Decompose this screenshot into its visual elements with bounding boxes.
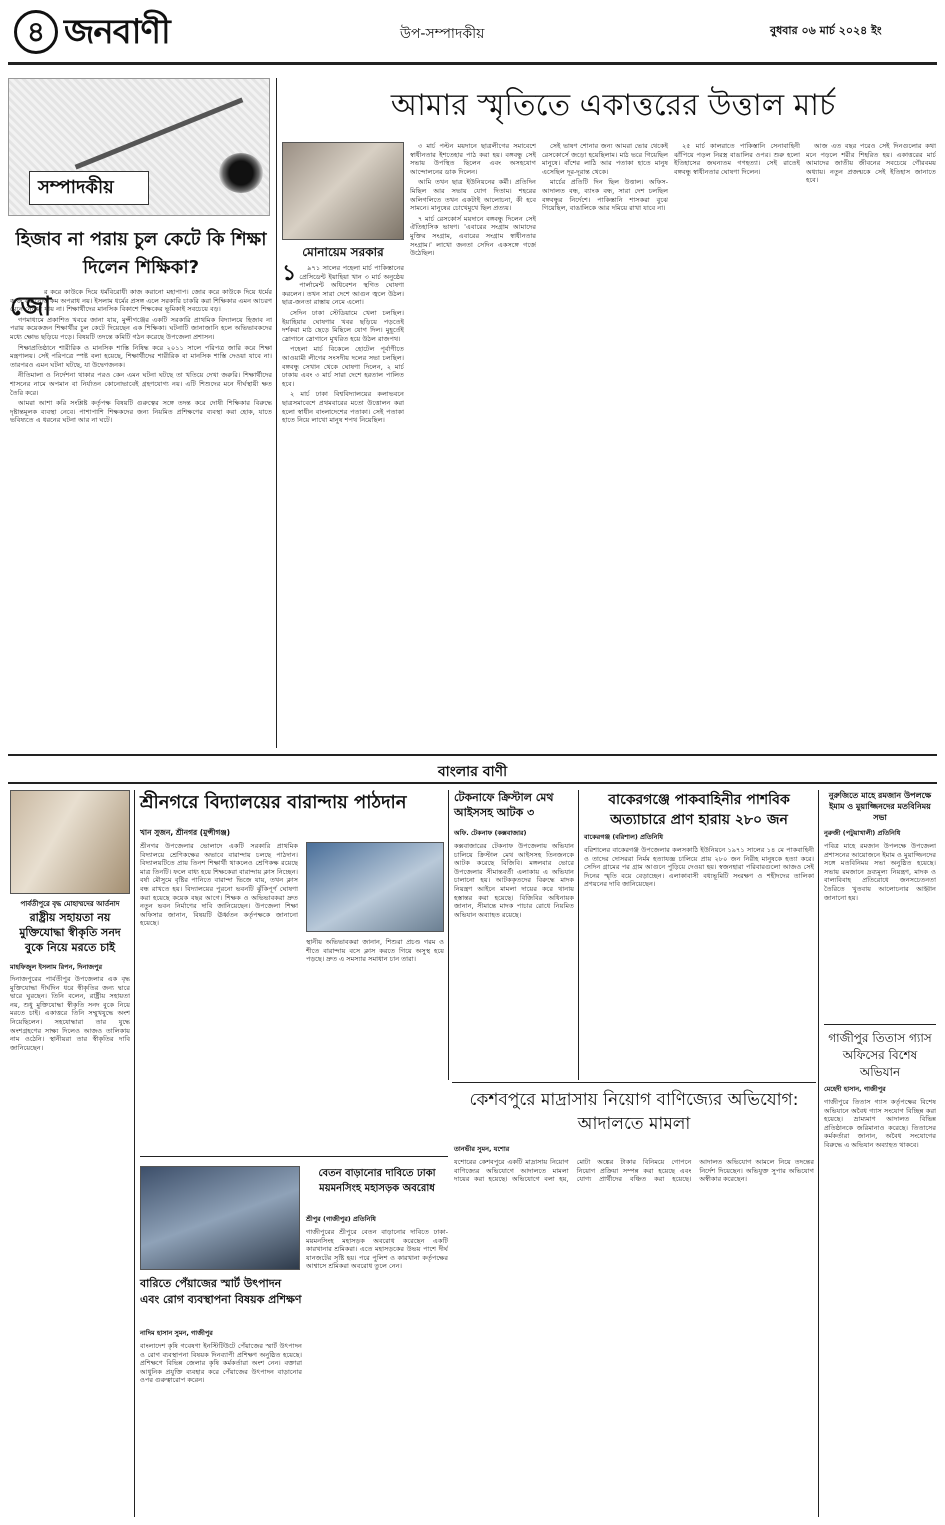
column-divider [276,78,277,748]
column-paragraph: ৩ মার্চ পল্টন ময়দানে ছাত্রলীগের সমাবেশে স্বাধীনতার ইশতেহার পাঠ করা হয়। বঙ্গবন্ধু সেই সভায় উপস্থিত ছিলেন এবং অসহযোগ আন্দোলনের ডাক দিলেন। [410,142,536,176]
news-byline: নাদিম হাসান সুমন, গাজীপুর [140,1329,213,1337]
column-paragraph: আজ এত বছর পরেও সেই দিনগুলোর কথা মনে পড়লে শরীর শিহরিত হয়। একাত্তরের মার্চ আমাদের জাতীয় জীবনের সবচেয়ে গৌরবময় অধ্যায়। নতুন প্রজন্মকে সেই ইতিহাস জানাতে হবে। [806,142,936,185]
news-body: পবিত্র মাহে রমজান উপলক্ষে উপজেলা প্রশাসনের আয়োজনে ইমাম ও মুয়াজ্জিনদের সঙ্গে মতবিনিময় সভা অনুষ্ঠিত হয়েছে। সভায় রমজানে দ্রব্যমূল্য নিয়ন্ত্রণ, মাদক ও বাল্যবিবাহ প্রতিরোধে জনসচেতনতা তৈরিতে খুতবায় আলোচনার আহ্বান জানানো হয়। [824,842,936,902]
column-body-col2 [410,142,536,742]
news-byline: বাকেরগঞ্জ (বরিশাল) প্রতিনিধি [584,833,663,841]
masthead-rule [8,62,937,65]
editorial-dropcap: জো [10,292,52,322]
news-byline: তানভীর সুমন, যশোর [454,1145,510,1153]
training-photo [140,1166,300,1270]
column-body-col1 [282,264,404,744]
editorial-illustration [8,78,270,216]
column-paragraph: সেই ভাষণ শোনার জন্য আমরা ভোর থেকেই রেসকোর্সে জড়ো হয়েছিলাম। মাঠ ভরে গিয়েছিল মানুষে। বাঁশের লাঠি আর পতাকা হাতে মানুষ এসেছিল দূর-দূরান্ত থেকে। [542,142,668,176]
section-bar-title: বাংলার বাণী [437,764,508,780]
news-title: বেতন বাড়ানোর দাবিতে ঢাকা ময়মনসিংহ মহাসড়ক অবরোধ [318,1168,436,1194]
section-rule-bottom [8,782,937,784]
news-byline: অফি. টেকনাফ (কক্সবাজার) [454,829,527,837]
editorial-label-box [29,171,149,205]
editorial-paragraph: শিক্ষাপ্রতিষ্ঠানে শারীরিক ও মানসিক শাস্তি নিষিদ্ধ করে ২০১১ সালে পরিপত্র জারি করে শিক্ষা মন্ত্রণালয়। সেই পরিপত্রে স্পষ্ট বলা হয়েছে, শিক্ষার্থীদের শারীরিক বা মানসিক শাস্তি দেওয়া যাবে না। তারপরও এমন ঘটনা ঘটছে, যা উদ্বেগজনক। [10,343,272,369]
news-title: রাষ্ট্রীয় সহায়তা নয় মুক্তিযোদ্ধা স্বীকৃতি সনদ বুকে নিয়ে মরতে চাই [19,911,121,954]
editorial-paragraph: আমরা আশা করি সংশ্লিষ্ট কর্তৃপক্ষ বিষয়টি গুরুত্বের সঙ্গে তদন্ত করে দোষী শিক্ষিকার বিরুদ্ধে দৃষ্টান্তমূলক ব্যবস্থা নেবে। পাশাপাশি শিক্ষকদের জন্য নিয়মিত প্রশিক্ষণের ব্যবস্থা করা হোক, যাতে ভবিষ্যতে এ ধরনের ঘটনা আর না ঘটে। [10,399,272,425]
lower-divider-2 [448,790,449,1080]
news-title: টেকনাফে ক্রিস্টাল মেথ আইসসহ আটক ৩ [454,791,554,819]
column-paragraph: ২ মার্চ ঢাকা বিশ্ববিদ্যালয়ের কলাভবনে ছাত্রসমাবেশে প্রথমবারের মতো উত্তোলন করা হলো স্বাধীন বাংলাদেশের পতাকা। সেই পতাকা হাতে নিয়ে লাখো মানুষ শপথ নিয়েছিল। [282,390,404,425]
news-body: দিনাজপুরের পার্বতীপুর উপজেলার এক বৃদ্ধ মুক্তিযোদ্ধা দীর্ঘদিন ধরে স্বীকৃতির জন্য দ্বারে দ্বারে ঘুরছেন। তিনি বলেন, রাষ্ট্রীয় সহায়তা নয়, শুধু মুক্তিযোদ্ধা স্বীকৃতি সনদ বুকে নিয়ে মরতে চাই। একাত্তরে তিনি সম্মুখযুদ্ধে অংশ নিয়েছিলেন। সহযোদ্ধারা তার যুদ্ধে অংশগ্রহণের সাক্ষ্য দিলেও আজও তালিকায় নাম ওঠেনি। স্থানীয়রা তার স্বীকৃতির দাবি জানিয়েছেন। [10,975,130,1052]
news-body: বরিশালের বাকেরগঞ্জ উপজেলার কলসকাঠি ইউনিয়নে ১৯৭১ সালের ১৪ মে পাকবাহিনী ও তাদের দোসররা নির্মম হত্যাযজ্ঞ চালিয়ে প্রায় ২৮০ জন নিরীহ মানুষকে হত্যা করে। সেদিন গ্রামের পর গ্রাম আগুনে পুড়িয়ে দেওয়া হয়। স্বজনহারা পরিবারগুলো আজও সেই দিনের স্মৃতি বয়ে বেড়াচ্ছেন। এলাকাবাসী বধ্যভূমিটি সংরক্ষণ ও শহীদদের তালিকা প্রণয়নের দাবি জানিয়েছেন। [584,846,814,889]
news-title: গাজীপুর তিতাস গ্যাস অফিসের বিশেষ অভিযান [828,1031,932,1079]
editorial-label: সম্পাদকীয় [38,177,114,198]
editorial-paragraph: গণমাধ্যমে প্রকাশিত খবরে জানা যায়, মুন্সীগঞ্জের একটি সরকারি প্রাথমিক বিদ্যালয়ে হিজাব না পরায় কয়েকজন শিক্ষার্থীর চুল কেটে দিয়েছেন এক শিক্ষিকা। ঘটনাটি জানাজানি হলে অভিভাবকদের মধ্যে ক্ষোভ ছড়িয়ে পড়ে। বিষয়টি তদন্তে কমিটি গঠন করেছে উপজেলা প্রশাসন। [10,315,272,341]
page-number-text: ৪ [26,15,46,48]
keshabpur-rule [452,1082,816,1083]
mid-rule [140,1156,448,1157]
news-title: শ্রীনগরে বিদ্যালয়ের বারান্দায় পাঠদান [140,792,407,813]
lower-divider-1 [134,790,135,1517]
news-title: বাকেরগঞ্জে পাকবাহিনীর পাশবিক অত্যাচারে প্রাণ হারায় ২৮০ জন [608,792,790,828]
classroom-photo [306,842,444,932]
news-body: যশোরের কেশবপুরে একটি মাদ্রাসায় নিয়োগ বাণিজ্যের অভিযোগে আদালতে মামলা দায়ের করা হয়েছে। অভিযোগে বলা হয়, মোটা অঙ্কের টাকার বিনিময়ে গোপনে নিয়োগ প্রক্রিয়া সম্পন্ন করা হয়েছে এবং যোগ্য প্রার্থীদের বঞ্চিত করা হয়েছে। আদালত অভিযোগ আমলে নিয়ে তদন্তের নির্দেশ দিয়েছেন। অভিযুক্ত সুপার অভিযোগ অস্বীকার করেছেন। [454,1158,814,1184]
inkwell-icon [219,153,263,193]
news-title: নুরুজিতে মাহে রমজান উপলক্ষে ইমাম ও মুয়াজ্জিনদের মতবিনিময় সভা [828,791,932,822]
news-body: গাজীপুরে তিতাস গ্যাস কর্তৃপক্ষের বিশেষ অভিযানে অবৈধ গ্যাস সংযোগ বিচ্ছিন্ন করা হয়েছে। ভ্রাম্যমাণ আদালত বিভিন্ন প্রতিষ্ঠানকে জরিমানাও করেছে। তিতাসের কর্মকর্তারা জানান, অবৈধ সংযোগের বিরুদ্ধে এ অভিযান অব্যাহত থাকবে। [824,1098,936,1149]
editorial-title: হিজাব না পরায় চুল কেটে কি শিক্ষা দিলেন শিক্ষিকা? [15,229,267,278]
section-rule-top [8,754,937,756]
news-byline: মাহফিজুল ইসলাম রিপন, দিনাজপুর [10,963,103,971]
news-title: বারিতে পেঁয়াজের স্মার্ট উৎপাদন এবং রোগ ব্যবস্থাপনা বিষয়ক প্রশিক্ষণ [140,1277,302,1306]
column-paragraph: পহেলা মার্চ বিকেলে হোটেল পূর্বাণীতে আওয়ামী লীগের সংসদীয় দলের সভা চলছিল। বঙ্গবন্ধু সেখান থেকে ঘোষণা দিলেন, ২ মার্চ ঢাকায় এবং ৩ মার্চ সারা দেশে হরতাল পালিত হবে। [282,345,404,388]
pen-icon [75,97,244,169]
news-kicker: পার্বতীপুরে বৃদ্ধ মোহাম্মদের আর্তনাদ [20,900,120,908]
column-paragraph: সেদিন ঢাকা স্টেডিয়ামে খেলা চলছিল। ইয়াহিয়ার ঘোষণার খবর ছড়িয়ে পড়তেই দর্শকরা মাঠ ছেড়ে মিছিলে যোগ দিল। মুহূর্তেই স্লোগানে স্লোগানে মুখরিত হয়ে উঠল রাজপথ। [282,308,404,343]
column-body-col5 [806,142,936,742]
editorial-body [10,288,272,744]
editorial-paragraph: র করে কাউকে দিয়ে ধর্মবিরোধী কাজ করানো মহাপাপ। জোর করে কাউকে দিয়ে ধর্মের কাজ করানোও কম অপরাধ নয়। ইসলাম ধর্মের প্রসঙ্গ এলে সরকারি চাকরি করা শিক্ষিকার এমন আচরণ মেনে নেওয়া যায় না। শিক্ষার্থীদের মানসিক বিকাশে শিক্ষকের ভূমিকাই সবচেয়ে বড়। [10,288,272,314]
column-paragraph: ৭ মার্চ রেসকোর্স ময়দানে বঙ্গবন্ধু দিলেন সেই ঐতিহাসিক ভাষণ। 'এবারের সংগ্রাম আমাদের মুক্তির সংগ্রাম, এবারের সংগ্রাম স্বাধীনতার সংগ্রাম।' লাখো জনতা সেদিন একসঙ্গে গর্জে উঠেছিল। [410,214,536,258]
author-photo [282,142,404,240]
lower-divider-3 [578,790,579,1080]
column-body-col4 [674,142,800,742]
column-paragraph: মার্চের প্রতিটি দিন ছিল উত্তাল। অফিস-আদালত বন্ধ, ব্যাংক বন্ধ, সারা দেশ চলছিল বঙ্গবন্ধুর নির্দেশে। পাকিস্তানি শাসকরা বুঝে গিয়েছিল, বাঙালিকে আর দমিয়ে রাখা যাবে না। [542,178,668,213]
newspaper-logo: জনবাণী [64,12,170,52]
news-byline: নুরুজী (পটুয়াখালী) প্রতিনিধি [824,829,901,837]
news-body-continued: স্থানীয় অভিভাবকরা জানান, শিশুরা প্রচণ্ড গরম ও শীতে বারান্দায় বসে ক্লাস করতে গিয়ে অসুস্থ হয়ে পড়ছে। দ্রুত এ সমস্যার সমাধান চান তারা। [306,938,444,964]
masthead [0,0,945,74]
section-title: উপ-সম্পাদকীয় [400,26,485,42]
editorial-paragraph: নীতিমালা ও নির্দেশনা থাকার পরও কেন এমন ঘটনা ঘটছে তা খতিয়ে দেখা জরুরি। শিক্ষার্থীদের শাসনের নামে অপমান বা নির্যাতন কোনোভাবেই গ্রহণযোগ্য নয়। এটি শিশুদের মনে দীর্ঘস্থায়ী ক্ষত তৈরি করে। [10,371,272,397]
column-dropcap: ১ [282,264,297,286]
news-body: গাজীপুরের শ্রীপুরে বেতন বাড়ানোর দাবিতে ঢাকা-ময়মনসিংহ মহাসড়ক অবরোধ করেছেন একটি কারখানার শ্রমিকরা। এতে মহাসড়কের উভয় পাশে দীর্ঘ যানজটের সৃষ্টি হয়। পরে পুলিশ ও কারখানা কর্তৃপক্ষের আশ্বাসে শ্রমিকরা অবরোধ তুলে নেন। [306,1228,448,1271]
news-body: বাংলাদেশ কৃষি গবেষণা ইনস্টিটিউটে পেঁয়াজের স্মার্ট উৎপাদন ও রোগ ব্যবস্থাপনা বিষয়ক দিনব্যাপী প্রশিক্ষণ অনুষ্ঠিত হয়েছে। প্রশিক্ষণে বিভিন্ন জেলার কৃষি কর্মকর্তারা অংশ নেন। বক্তারা আধুনিক প্রযুক্তি ব্যবহার করে পেঁয়াজের উৎপাদন বাড়ানোর ওপর গুরুত্বারোপ করেন। [140,1342,302,1385]
news-byline: শ্রীপুর (গাজীপুর) প্রতিনিধি [306,1215,376,1223]
column-paragraph: ৯৭১ সালের পহেলা মার্চ পাকিস্তানের প্রেসিডেন্ট ইয়াহিয়া খান ৩ মার্চ অনুষ্ঠেয় পার্লামেন্ট অধিবেশন স্থগিত ঘোষণা করলেন। তখন সারা দেশে আগুন জ্বলে উঠল। ছাত্র-জনতা রাস্তায় নেমে এলো। [282,264,404,307]
column-paragraph: ২৫ মার্চ কালরাতে পাকিস্তানি সেনাবাহিনী ঝাঁপিয়ে পড়ল নিরস্ত্র বাঙালির ওপর। শুরু হলো ইতিহাসের জঘন্যতম গণহত্যা। সেই রাতেই বঙ্গবন্ধু স্বাধীনতার ঘোষণা দিলেন। [674,142,800,176]
column-title: আমার স্মৃতিতে একাত্তরের উত্তাল মার্চ [390,88,836,123]
news-byline: মেহেদী হাসান, গাজীপুর [824,1085,886,1093]
column-body-col3 [542,142,668,742]
lower-divider-4 [818,790,819,1517]
news-byline: খান সুজন, শ্রীনগর (মুন্সীগঞ্জ) [140,828,231,837]
page-number [14,10,58,54]
news-body: কক্সবাজারের টেকনাফ উপজেলায় অভিযান চালিয়ে ক্রিস্টাল মেথ আইসসহ তিনজনকে আটক করেছে বিজিবি। মঙ্গলবার ভোরে উপজেলার সীমান্তবর্তী এলাকায় এ অভিযান চালানো হয়। আটককৃতদের বিরুদ্ধে মাদক নিয়ন্ত্রণ আইনে মামলা দায়ের করে থানায় হস্তান্তর করা হয়েছে। বিজিবির অধিনায়ক জানান, সীমান্তে মাদক পাচার রোধে নিয়মিত অভিযান অব্যাহত রয়েছে। [454,842,574,919]
column-paragraph: আমি তখন ছাত্র ইউনিয়নের কর্মী। প্রতিদিন মিছিল আর সভায় যোগ দিতাম। শহরের অলিগলিতে তখন একটাই আলোচনা, কী হবে সামনে। মানুষের চোখেমুখে ছিল প্রত্যয়। [410,178,536,213]
issue-date: বুধবার ০৬ মার্চ ২০২৪ ইং [770,24,882,37]
news-body: শ্রীনগর উপজেলার ভোলাদে একটি সরকারি প্রাথমিক বিদ্যালয়ে শ্রেণিকক্ষের অভাবে বারান্দায় চলছে পাঠদান। বিদ্যালয়টিতে প্রায় তিনশ শিক্ষার্থী থাকলেও শ্রেণিকক্ষ রয়েছে মাত্র তিনটি। ফলে বাধ্য হয়ে শিক্ষকেরা বারান্দায় ক্লাস নিচ্ছেন। বর্ষা মৌসুমে বৃষ্টির পানিতে বারান্দা ভিজে যায়, তখন ক্লাস বন্ধ রাখতে হয়। বিদ্যালয়ের পুরনো ভবনটি ঝুঁকিপূর্ণ ঘোষণা করা হয়েছে কয়েক বছর আগে। শিক্ষক ও অভিভাবকরা দ্রুত নতুন ভবন নির্মাণের দাবি জানিয়েছেন। উপজেলা শিক্ষা অফিসার জানান, বিষয়টি ঊর্ধ্বতন কর্তৃপক্ষকে জানানো হয়েছে। [140,842,298,928]
right-col-rule [824,1024,936,1025]
news-title: কেশবপুরে মাদ্রাসায় নিয়োগ বাণিজ্যের অভিযোগ: আদালতে মামলা [469,1090,799,1134]
column-author: মোনায়েম সরকার [302,245,384,259]
freedom-fighter-photo [10,790,130,894]
